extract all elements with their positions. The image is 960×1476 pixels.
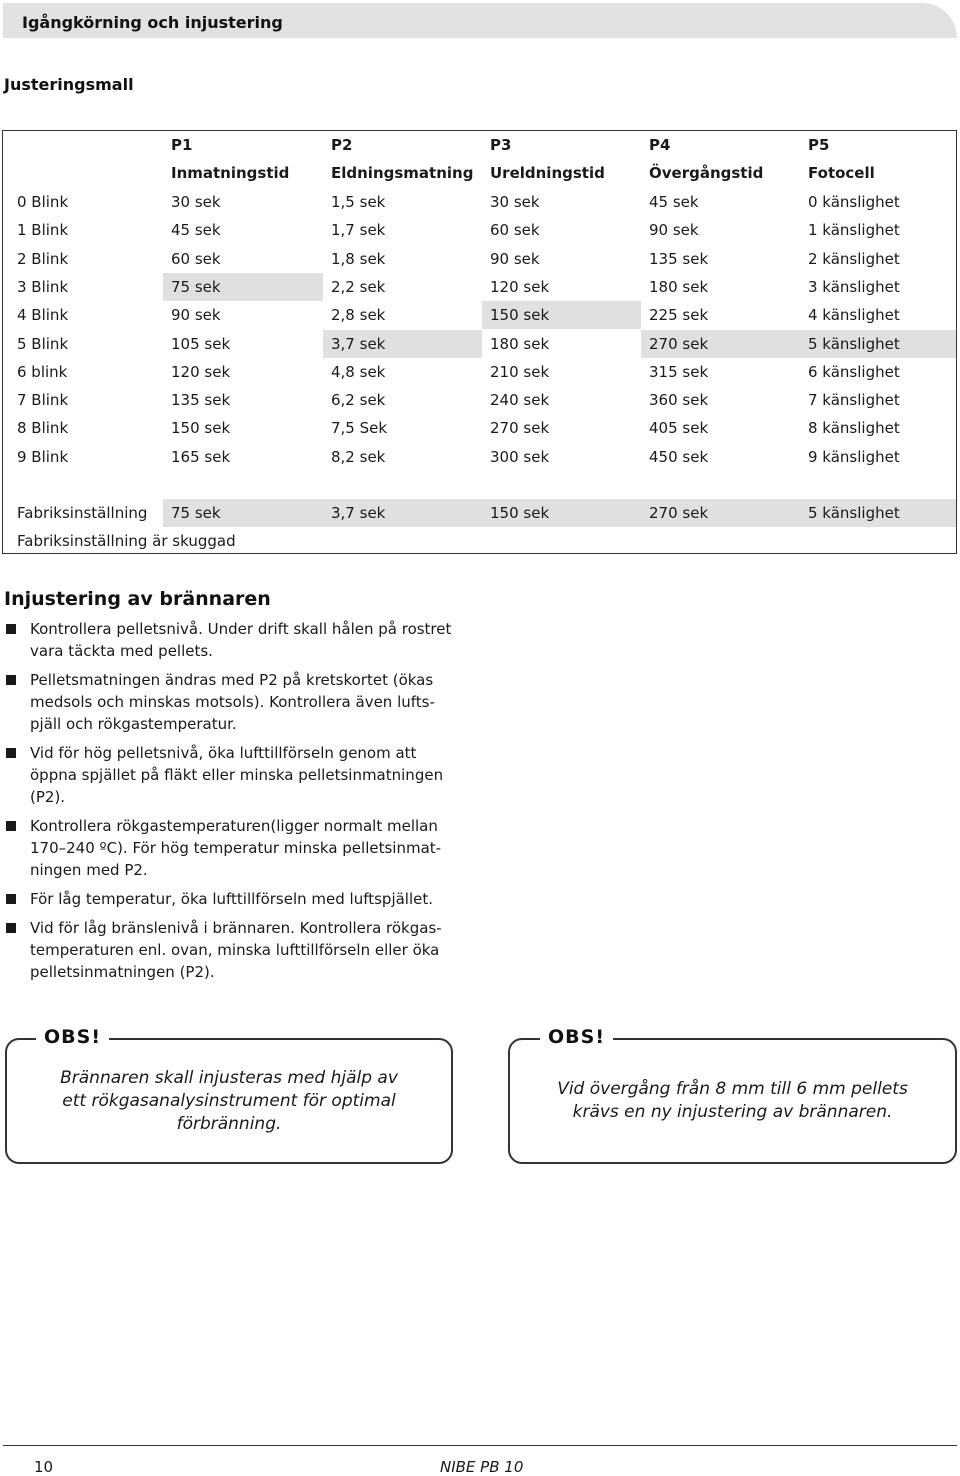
param-name: Ureldningstid [490, 164, 605, 183]
obs-text: Brännaren skall injusteras med hjälp av ett rökgasanalysinstrument för optimal förbränning. [60, 1067, 398, 1134]
factory-cell: 5 känslighet [800, 499, 956, 527]
param-code: P2 [331, 136, 353, 154]
table-cell: 75 sek [163, 273, 323, 301]
list-item [6, 669, 466, 735]
table-cell: 45 sek [649, 193, 699, 211]
list-item [6, 888, 466, 910]
injustering-title: Injustering av brännaren [4, 588, 271, 610]
row-label: 1 Blink [17, 221, 69, 240]
obs-text: Vid övergång från 8 mm till 6 mm pellets krävs en ny injustering av brännaren. [557, 1079, 908, 1122]
list-item [6, 618, 466, 662]
footer-divider [3, 1445, 957, 1446]
param-name: Eldningsmatning [331, 164, 474, 183]
settings-table [2, 130, 957, 554]
table-cell: 165 sek [171, 447, 231, 466]
obs-box-right [508, 1038, 957, 1164]
factory-cell: 3,7 sek [323, 499, 482, 527]
table-cell: 4 känslighet [808, 306, 900, 325]
table-cell: 90 sek [171, 306, 221, 325]
table-cell: 1,8 sek [331, 249, 386, 268]
obs-box-left [5, 1038, 453, 1164]
table-cell: 9 känslighet [808, 447, 900, 466]
param-code: P1 [171, 136, 193, 154]
table-cell: 8 känslighet [808, 419, 900, 438]
shading-note: Fabriksinställning är skuggad [17, 532, 236, 551]
table-cell: 90 sek [490, 249, 540, 268]
row-label: 0 Blink [17, 193, 69, 211]
bullet-text: Vid för låg bränslenivå i brännaren. Kontrollera rökgas-temperaturen enl. ovan, minska lufttillförseln eller öka pelletsinmatningen (P2). [30, 919, 442, 981]
table-cell: 30 sek [171, 193, 221, 211]
table-cell: 0 känslighet [808, 193, 900, 211]
param-name: Inmatningstid [171, 164, 290, 183]
bullet-square-icon [6, 624, 16, 634]
table-cell: 120 sek [490, 277, 550, 296]
bullet-square-icon [6, 923, 16, 933]
factory-label: Fabriksinställning [17, 504, 148, 522]
table-cell: 405 sek [649, 419, 709, 438]
table-cell: 60 sek [171, 249, 221, 268]
table-cell: 4,8 sek [331, 362, 386, 381]
table-cell: 240 sek [490, 391, 550, 410]
table-cell: 180 sek [649, 277, 709, 296]
bullet-text: Vid för hög pelletsnivå, öka lufttillförseln genom att öppna spjället på fläkt eller minska pelletsinmatningen (P2). [30, 744, 444, 806]
param-code: P5 [808, 136, 830, 154]
param-code: P4 [649, 136, 671, 154]
bullet-text: Pelletsmatningen ändras med P2 på kretskortet (ökas medsols och minskas motsols). Kontrollera även lufts-pjäll och rökgastemperatur. [30, 671, 435, 733]
param-name: Fotocell [808, 164, 875, 183]
row-label: 3 Blink [17, 277, 69, 296]
row-label: 9 Blink [17, 447, 69, 466]
row-label: 5 Blink [17, 334, 69, 353]
table-cell: 45 sek [171, 221, 221, 240]
table-cell: 2 känslighet [808, 249, 900, 268]
table-cell: 450 sek [649, 447, 709, 466]
table-cell: 360 sek [649, 391, 709, 410]
table-cell: 3,7 sek [323, 330, 482, 358]
page-title: Igångkörning och injustering [22, 13, 283, 32]
row-label: 2 Blink [17, 249, 69, 268]
bullet-square-icon [6, 675, 16, 685]
row-label: 8 Blink [17, 419, 69, 438]
factory-cell: 270 sek [641, 499, 800, 527]
bullet-square-icon [6, 748, 16, 758]
list-item [6, 742, 466, 808]
row-label: 6 blink [17, 362, 68, 381]
section-title: Justeringsmall [4, 75, 134, 94]
table-cell: 30 sek [490, 193, 540, 211]
bullet-square-icon [6, 821, 16, 831]
table-cell: 210 sek [490, 362, 550, 381]
row-label: 4 Blink [17, 306, 69, 325]
footer-brand: NIBE PB 10 [440, 1458, 524, 1476]
table-cell: 135 sek [649, 249, 709, 268]
param-name: Övergångstid [649, 164, 764, 183]
table-cell: 105 sek [171, 334, 231, 353]
table-cell: 1,7 sek [331, 221, 386, 240]
bullet-text: För låg temperatur, öka lufttillförseln med luftspjället. [30, 890, 434, 908]
list-item [6, 815, 466, 881]
page-number: 10 [34, 1458, 54, 1476]
table-cell: 270 sek [641, 330, 800, 358]
obs-tag: OBS! [540, 1026, 613, 1048]
table-cell: 300 sek [490, 447, 550, 466]
bullet-text: Kontrollera pelletsnivå. Under drift skall hålen på rostret vara täckta med pellets. [30, 620, 452, 660]
table-cell: 6 känslighet [808, 362, 900, 381]
table-cell: 90 sek [649, 221, 699, 240]
table-cell: 120 sek [171, 362, 231, 381]
table-cell: 150 sek [171, 419, 231, 438]
obs-tag: OBS! [36, 1026, 109, 1048]
table-cell: 2,2 sek [331, 277, 386, 296]
table-cell: 3 känslighet [808, 277, 900, 296]
table-cell: 5 känslighet [800, 330, 956, 358]
list-item [6, 917, 466, 983]
table-cell: 60 sek [490, 221, 540, 240]
factory-cell: 75 sek [163, 499, 323, 527]
param-code: P3 [490, 136, 512, 154]
injustering-list [6, 618, 466, 990]
table-cell: 315 sek [649, 362, 709, 381]
table-cell: 225 sek [649, 306, 709, 325]
table-cell: 8,2 sek [331, 447, 386, 466]
table-cell: 270 sek [490, 419, 550, 438]
table-cell: 1 känslighet [808, 221, 900, 240]
table-cell: 2,8 sek [331, 306, 386, 325]
factory-cell: 150 sek [482, 499, 641, 527]
table-cell: 6,2 sek [331, 391, 386, 410]
bullet-square-icon [6, 894, 16, 904]
table-cell: 135 sek [171, 391, 231, 410]
table-cell: 180 sek [490, 334, 550, 353]
row-label: 7 Blink [17, 391, 69, 410]
table-cell: 7 känslighet [808, 391, 900, 410]
table-cell: 150 sek [482, 301, 641, 329]
table-cell: 7,5 Sek [331, 419, 388, 438]
table-cell: 1,5 sek [331, 193, 386, 211]
header-bar [3, 3, 957, 38]
bullet-text: Kontrollera rökgastemperaturen(ligger normalt mellan 170–240 ºC). För hög temperatur minska pelletsinmat-ningen med P2. [30, 817, 442, 879]
